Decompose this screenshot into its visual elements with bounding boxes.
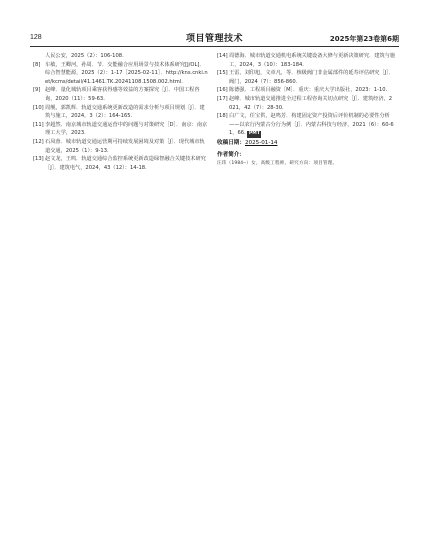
reference-text: 石凤蓉．城市轨道交通运营期可持续发展困境及对策［J］．现代城市轨道交通，2025（1）：9-13. [45,138,205,154]
reference-text: 白广文，任宝供，赵鸣芳．构建固定资产投资后评价机制的必要性分析——以农行内蒙古分行为例［J］．内蒙古科技与经济，2021（6）：60-61，66. [229,113,394,137]
reference-text: 陈德强．工程项目融资［M］．重庆：重庆大学出版社，2023：1-10. [229,87,388,94]
received-label: 收稿日期： [217,139,245,146]
reference-text: 周舰，郭凯辉．轨道交通系统更新改造的需求分析与项目规划［J］．建筑与施工，2024，3（2）：164-165. [45,104,205,120]
reference-number: [10] [33,104,44,111]
reference-text: 李超然．南京城市轨道交通运营中的问题与对策研究［D］．南京：南京理工大学，2023. [45,121,208,137]
reference-number: [9] [33,87,41,94]
reference-number: [12] [33,138,44,145]
page-header [30,0,399,50]
reference-text: 车敏，王卿河，孙周．节．交能融合应用场景与技术体系研究[J/OL]．综合智慧能源，2025（2）：1-17［2025-02-11］．http://kns.cnki.net/kcms/detail/41.1461.TK.20241108.1508.002.html. [45,61,208,85]
reference-number: [17] [217,95,228,102]
reference-text: 赵文龙，王鸣．轨道交通综合监控系统更新改造绿智融合关键技术研究［J］．建筑电气，2024，43（12）：14-18. [45,156,206,171]
reference-number [33,52,45,61]
reference-text: 赵峰．城市轨道交通推进全过程工程咨询关切点研究［J］．建筑经济，2021，42（7）：28-30. [229,95,393,111]
reference-item [33,155,208,172]
reference-text: 周德海．城市轨道交通机电系统关键设备大修与更新决策研究．建筑与施工，2024，3（10）：183-184. [229,53,396,68]
journal-title: 项目管理技术 [185,34,243,44]
reference-text: 人民公安，2025（2）：106-108. [45,53,124,59]
author-bio: 汪玮（1984—）女，高级工程师，研究方向：项目管理。 [217,161,338,167]
end-mark: PMT [248,131,260,137]
received-date [217,139,395,148]
author-heading: 作者简介： [217,151,245,158]
reference-item [217,112,395,138]
reference-number: [11] [33,121,44,128]
reference-item [217,69,395,86]
reference-item [33,52,208,61]
reference-number: [16] [217,87,228,94]
reference-number: [18] [217,113,228,120]
reference-item [217,95,395,112]
issue-info: 2025年第23卷第6期 [329,35,399,43]
left-column [33,52,208,172]
reference-number: [13] [33,156,44,163]
reference-number: [14] [217,53,228,59]
reference-item [33,61,208,87]
reference-item [33,138,208,155]
page-number: 128 [30,34,42,41]
reference-number: [8] [33,61,41,68]
reference-item [217,86,395,95]
header-rule [30,46,399,47]
received-value: 2025-01-14 [244,139,278,146]
reference-text: 赵峰．量化城轨项目乘客获得感等效益的方案探究［J］．中国工程咨询，2020（11）：59-63. [45,87,200,102]
reference-number: [15] [217,70,228,77]
reference-item [33,104,208,121]
reference-item [217,52,395,69]
reference-item [33,121,208,138]
reference-item [33,86,208,103]
reference-text: 王雷，刘印旭，文章凡，等．核级阀门非金属部件的延寿评估研究［J］．阀门，2024（7）：856-860. [229,70,394,85]
right-column [217,52,395,169]
